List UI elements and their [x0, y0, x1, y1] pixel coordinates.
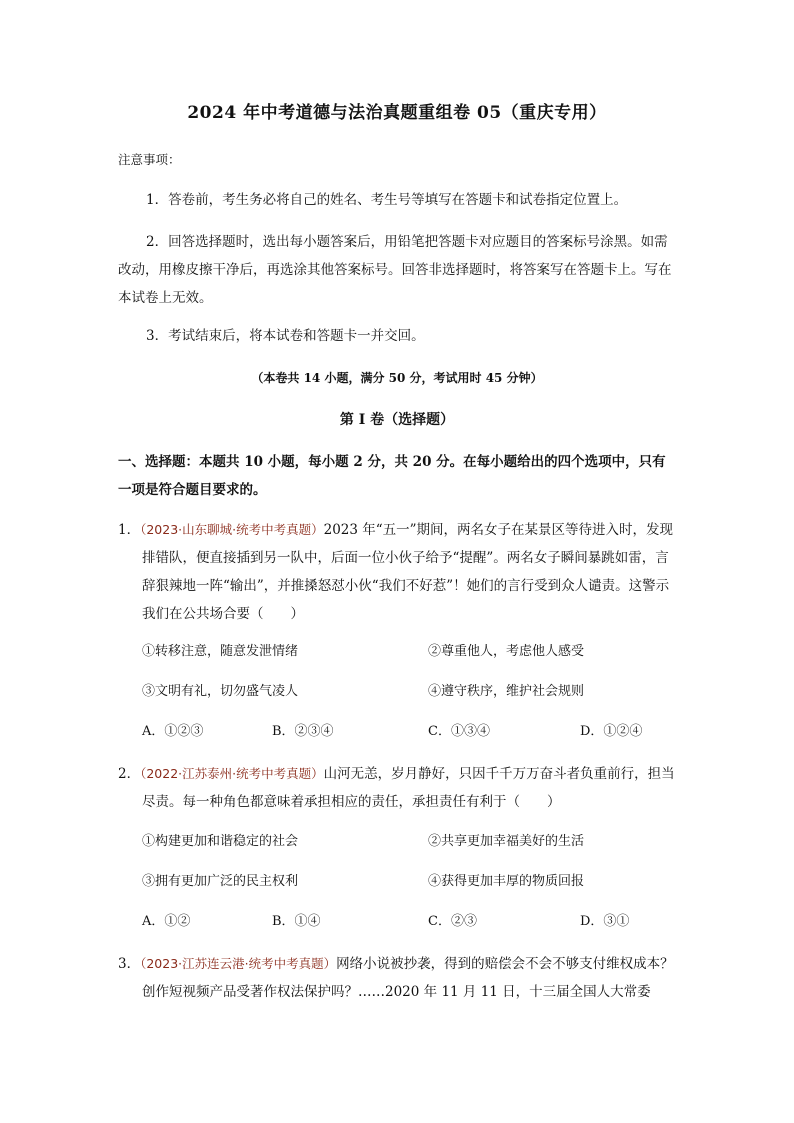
exam-info: （本卷共 14 小题，满分 50 分，考试用时 45 分钟）: [251, 371, 543, 385]
question-stem: 2023 年“五一”期间，两名女子在某景区等待进入时，发现排错队，便直接插到另一队中，后面一位小伙子给予“提醒”。两名女子瞬间暴跳如雷，言辞狠辣地一阵“输出”，并推搡怒怼小伙“我们不好惹”！她们的言行受到众人谴责。这警示我们在公共场合要（ ）: [142, 522, 674, 622]
statement-2-2: ②共享更加幸福美好的生活: [428, 834, 585, 849]
choice-2-a: A．①②: [142, 914, 191, 929]
notice-item-3: 3．考试结束后，将本试卷和答题卡一并交回。: [146, 328, 425, 344]
question-number: 2．: [118, 766, 141, 782]
question-number: 1．: [118, 522, 141, 538]
notice-item-2: 2．回答选择题时，选出每小题答案后，用铅笔把答题卡对应题目的答案标号涂黑。如需改动，用橡皮擦干净后，再选涂其他答案标号。回答非选择题时，将答案写在答题卡上。写在本试卷上无效。: [118, 234, 672, 306]
page-title: 2024 年中考道德与法治真题重组卷 05（重庆专用）: [187, 103, 607, 123]
statement-1-1: ①转移注意，随意发泄情绪: [142, 644, 299, 659]
question-3: [118, 950, 678, 1006]
question-2: [118, 760, 678, 816]
statement-2-1: ①构建更加和谐稳定的社会: [142, 834, 299, 849]
choice-2-d: D．③①: [580, 914, 630, 929]
question-stem: 山河无恙，岁月静好，只因千千万万奋斗者负重前行，担当尽责。每一种角色都意味着承担相应的责任，承担责任有利于（ ）: [142, 766, 675, 810]
question-source: （2023·江苏连云港·统考中考真题）: [140, 956, 337, 971]
notice-item-1: 1．答卷前，考生务必将自己的姓名、考生号等填写在答题卡和试卷指定位置上。: [146, 192, 628, 208]
choice-2-b: B．①④: [272, 914, 321, 929]
choice-1-c: C．①③④: [428, 724, 490, 739]
statement-1-3: ③文明有礼，切勿盛气凌人: [142, 684, 299, 699]
choice-1-a: A．①②③: [142, 724, 204, 739]
choice-1-d: D．①②④: [580, 724, 643, 739]
question-source: （2022·江苏泰州·统考中考真题）: [140, 766, 324, 781]
question-number: 3．: [118, 956, 141, 972]
question-stem: 网络小说被抄袭，得到的赔偿会不会不够支付维权成本？创作短视频产品受著作权法保护吗？……2020 年 11 月 11 日，十三届全国人大常委: [142, 956, 674, 1000]
part-title: 第 I 卷（选择题）: [339, 412, 455, 428]
choice-2-c: C．②③: [428, 914, 477, 929]
statement-1-2: ②尊重他人，考虑他人感受: [428, 644, 585, 659]
notice-heading: 注意事项：: [118, 152, 181, 167]
choice-1-b: B．②③④: [272, 724, 334, 739]
question-1: [118, 516, 678, 628]
statement-2-4: ④获得更加丰厚的物质回报: [428, 874, 585, 889]
statement-1-4: ④遵守秩序，维护社会规则: [428, 684, 585, 699]
statement-2-3: ③拥有更加广泛的民主权利: [142, 874, 299, 889]
question-source: （2023·山东聊城·统考中考真题）: [140, 522, 324, 537]
section-intro: 一、选择题：本题共 10 小题，每小题 2 分，共 20 分。在每小题给出的四个选项中，只有一项是符合题目要求的。: [118, 454, 666, 498]
